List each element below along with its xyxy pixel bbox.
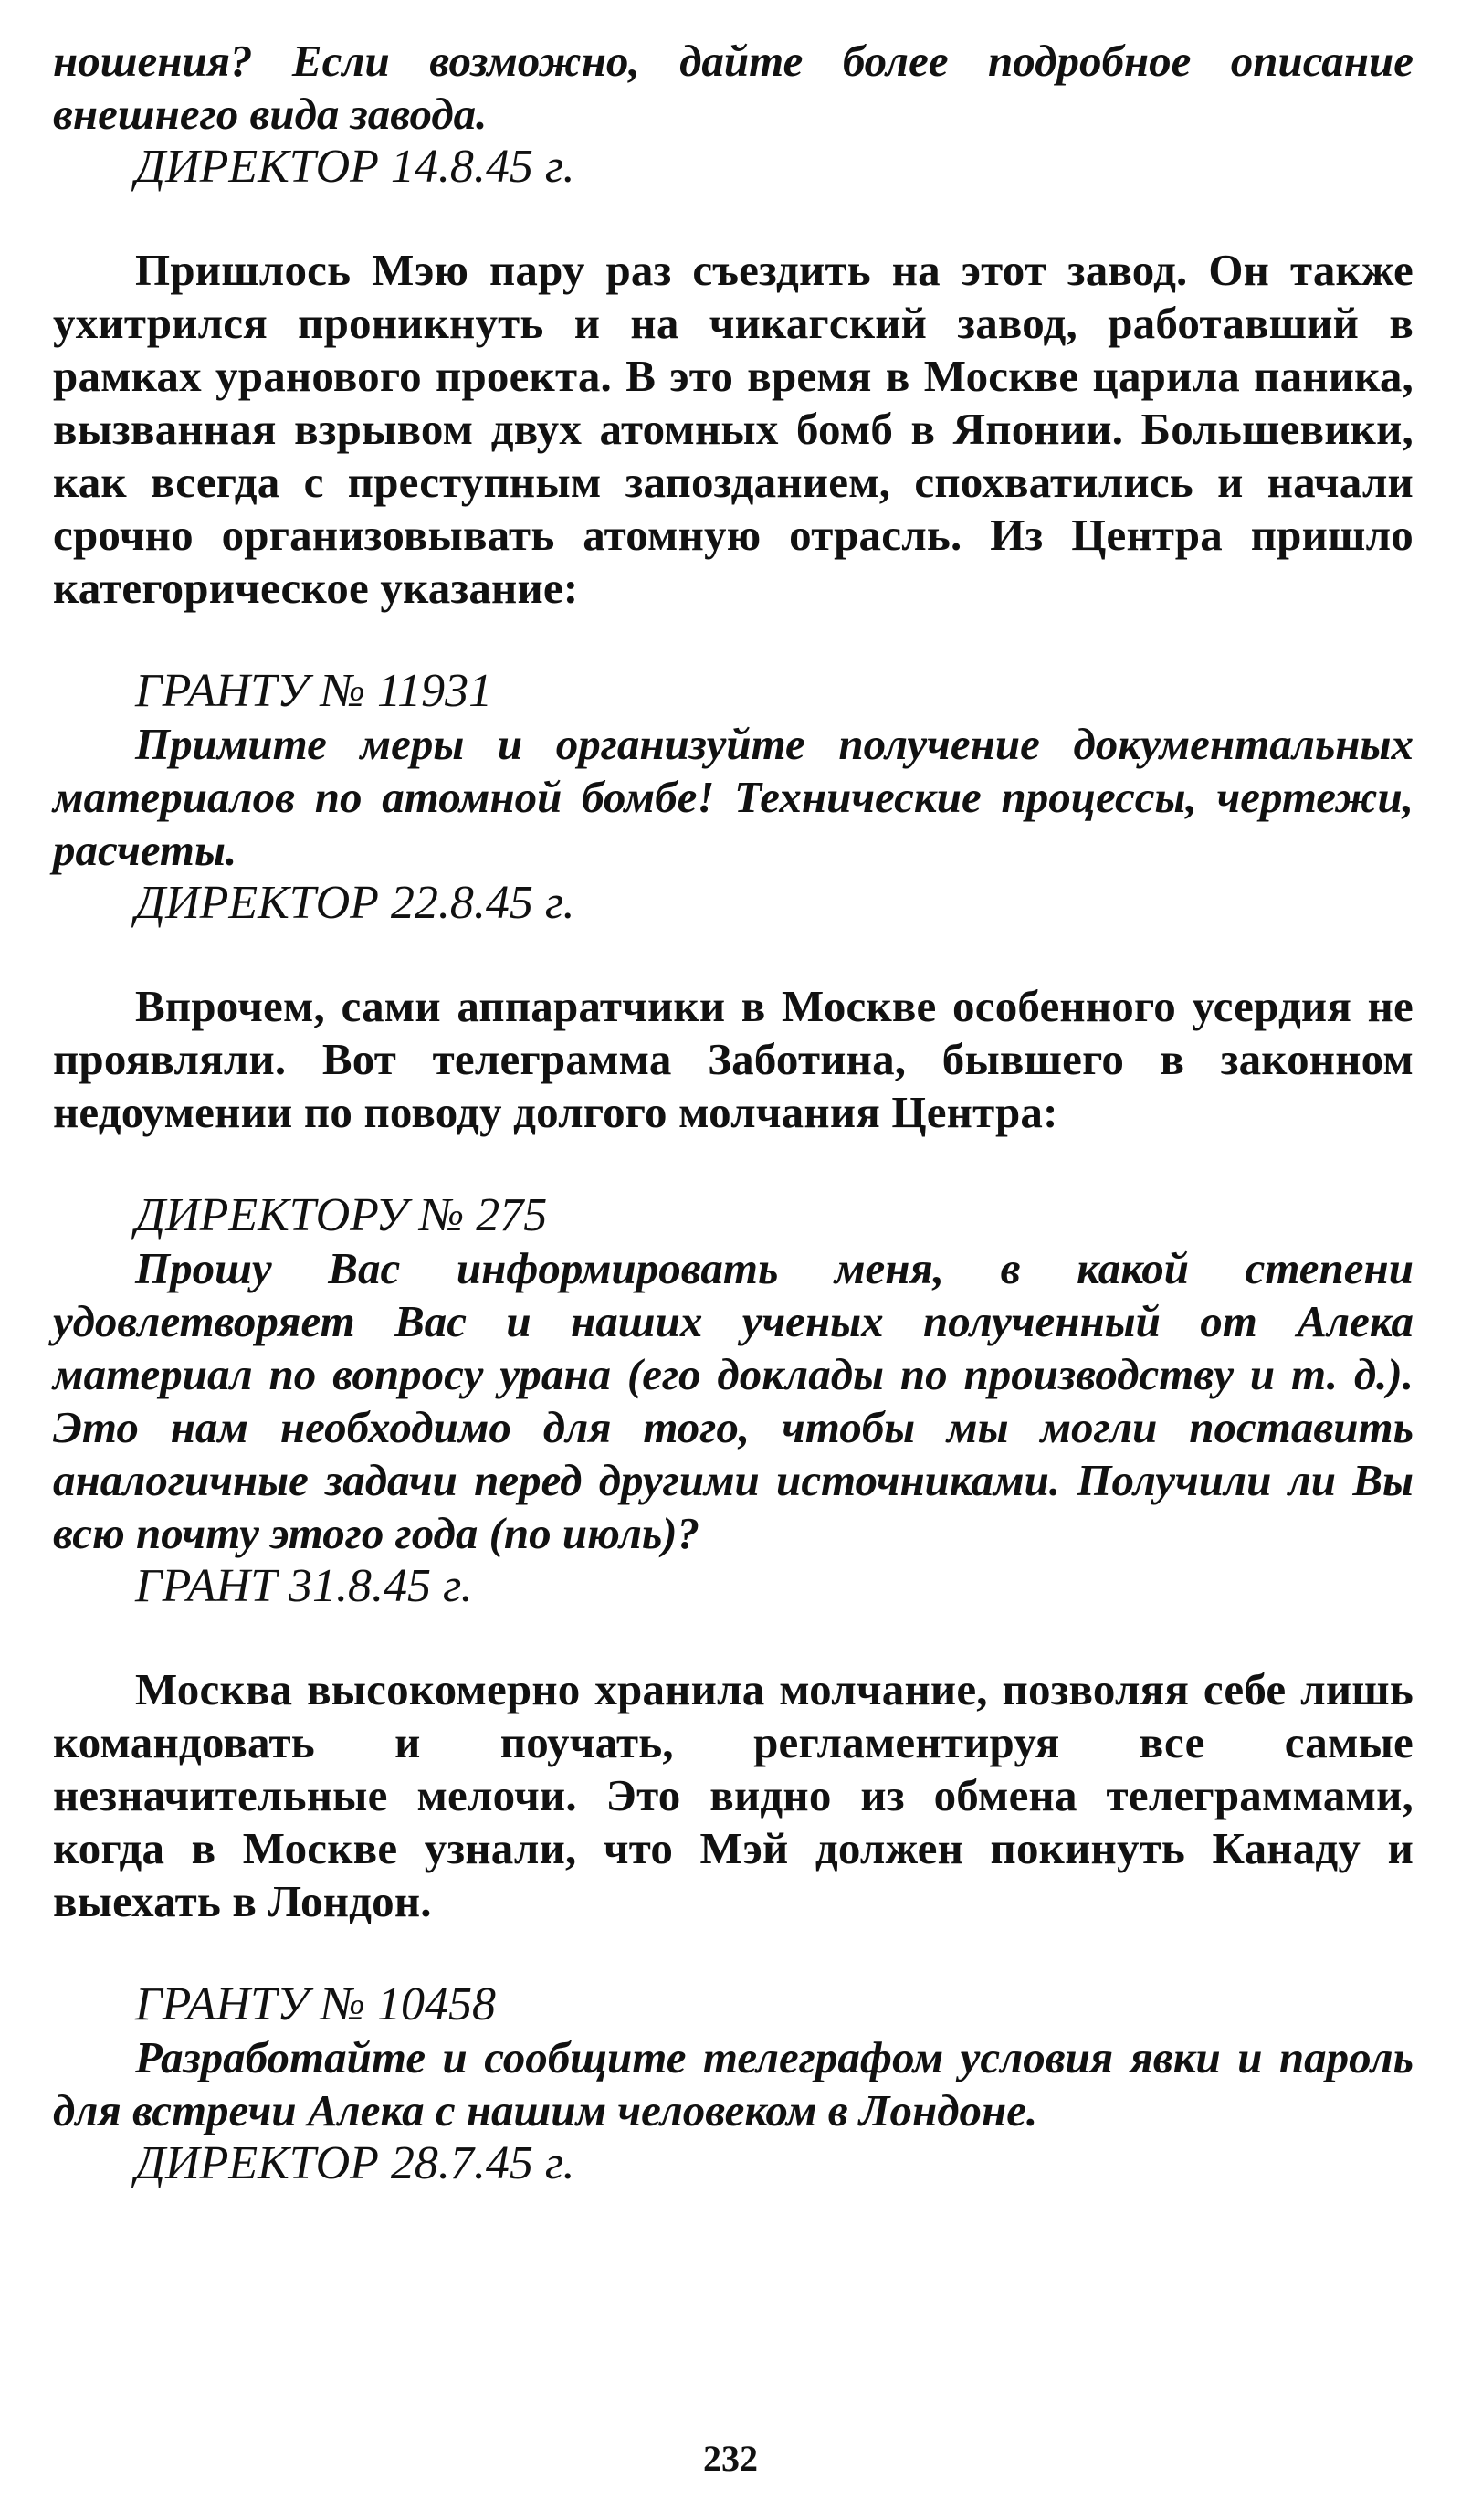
telegram-heading: ГРАНТУ № 10458 (135, 1978, 497, 2030)
telegram-continuation (53, 35, 1414, 194)
telegram-body: Прошу Вас информировать меня, в какой степени удовлетворяет Вас и наших ученых полученный от Алека материал по вопросу урана (его доклады по производству и т. д.). Это нам необходимо для того, чтобы мы могли поставить аналогичные задачи перед другими источниками. Получили ли Вы всю почту этого года (по июль)? (53, 1243, 1414, 1558)
paragraph: Впрочем, сами аппаратчики в Москве особенного усердия не проявляли. Вот телеграмма Заботина, бывшего в законном недоумении по поводу долгого молчания Центра: (53, 981, 1414, 1137)
paragraph: Москва высокомерно хранила молчание, позволяя себе лишь командовать и поучать, регламентируя все самые незначительные мелочи. Это видно из обмена телеграммами, когда в Москве узнали, что Мэй должен покинуть Канаду и выехать в Лондон. (53, 1664, 1414, 1926)
telegram-signature: ДИРЕКТОР 28.7.45 г. (135, 2137, 575, 2189)
telegram-heading: ГРАНТУ № 11931 (135, 665, 493, 717)
telegram-body: Примите меры и организуйте получение документальных материалов по атомной бомбе! Технические процессы, чертежи, расчеты. (53, 719, 1414, 875)
telegram-signature: ДИРЕКТОР 22.8.45 г. (135, 877, 575, 929)
telegram-body: Разработайте и сообщите телеграфом условия явки и пароль для встречи Алека с нашим человеком в Лондоне. (53, 2032, 1414, 2135)
telegram-signature: ГРАНТ 31.8.45 г. (135, 1560, 473, 1612)
telegram-body: ношения? Если возможно, дайте более подробное описание внешнего вида завода. (53, 36, 1414, 139)
page-number: 232 (703, 2438, 758, 2479)
telegram-heading: ДИРЕКТОРУ № 275 (135, 1189, 548, 1241)
telegram-block (53, 1189, 1414, 1613)
telegram-signature: ДИРЕКТОР 14.8.45 г. (135, 141, 575, 193)
telegram-block (53, 1978, 1414, 2190)
telegram-block (53, 665, 1414, 930)
book-page (53, 35, 1414, 2241)
paragraph: Пришлось Мэю пару раз съездить на этот завод. Он также ухитрился проникнуть и на чикагский завод, работавший в рамках уранового проекта. В это время в Москве царила паника, вызванная взрывом двух атомных бомб в Японии. Большевики, как всегда с преступным запозданием, спохватились и начали срочно организовывать атомную отрасль. Из Центра пришло категорическое указание: (53, 245, 1414, 613)
